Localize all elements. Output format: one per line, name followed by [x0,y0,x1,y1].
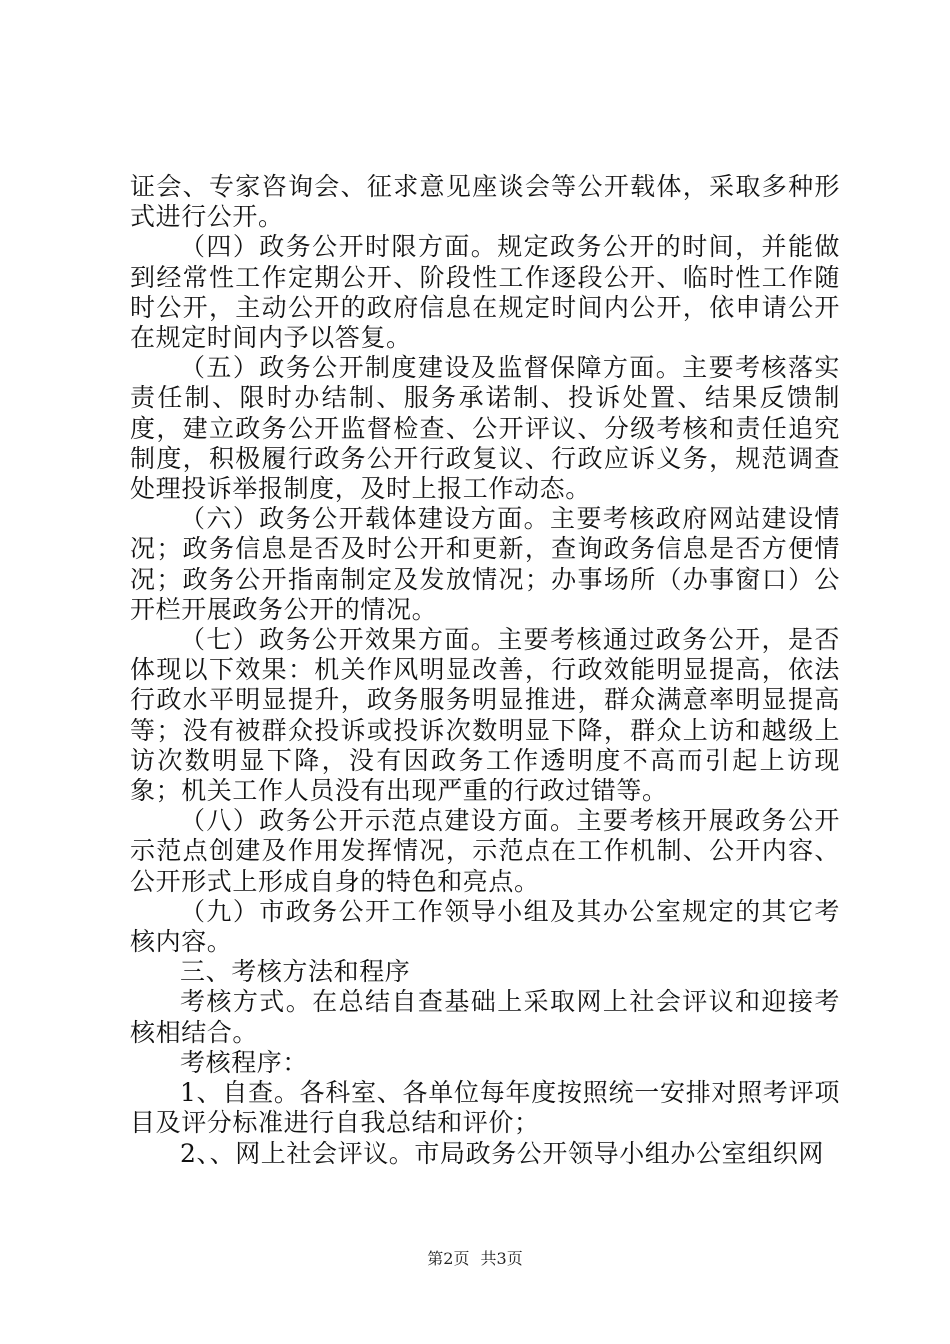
paragraph-11: 2、、网上社会评议。市局政务公开领导小组办公室组织网 [180,1138,825,1168]
paragraph-3: （六）政务公开载体建设方面。主要考核政府网站建设情况；政务信息是否及时公开和更新，查询政务信息是否方便情况；政务公开指南制定及发放情况；办事场所（办事窗口）公开栏开展政务公开的情况。 [130,504,840,624]
document-body [130,172,840,1169]
paragraph-1: （四）政务公开时限方面。规定政务公开的时间，并能做到经常性工作定期公开、阶段性工作逐段公开、临时性工作随时公开，主动公开的政府信息在规定时间内公开，依申请公开在规定时间内予以答复。 [130,232,840,353]
paragraph-9: 考核程序： [180,1047,309,1077]
paragraph-5: （八）政务公开示范点建设方面。主要考核开展政务公开示范点创建及作用发挥情况，示范点在工作机制、公开内容、公开形式上形成自身的特色和亮点。 [130,806,840,896]
paragraph-2: （五）政务公开制度建设及监督保障方面。主要考核落实责任制、限时办结制、服务承诺制、投诉处置、结果反馈制度，建立政务公开监督检查、公开评议、分级考核和责任追究制度，积极履行政务公开行政复议、行政应诉义务，规范调查处理投诉举报制度，及时上报工作动态。 [130,353,840,504]
paragraph-4: （七）政务公开效果方面。主要考核通过政务公开，是否体现以下效果：机关作风明显改善，行政效能明显提高，依法行政水平明显提升，政务服务明显推进，群众满意率明显提高等；没有被群众投诉或投诉次数明显下降，群众上访和越级上访次数明显下降，没有因政务工作透明度不高而引起上访现象；机关工作人员没有出现严重的行政过错等。 [130,625,840,806]
paragraph-0: 证会、专家咨询会、征求意见座谈会等公开载体，采取多种形式进行公开。 [130,172,840,232]
page-footer [0,1246,950,1269]
section-heading-3: 三、考核方法和程序 [180,957,411,987]
paragraph-10: 1、自查。各科室、各单位每年度按照统一安排对照考评项目及评分标准进行自我总结和评价； [130,1078,840,1138]
paragraph-8: 考核方式。在总结自查基础上采取网上社会评议和迎接考核相结合。 [130,987,840,1047]
page-number-current: 第2页 [427,1249,470,1268]
page-number-total: 共3页 [480,1249,523,1268]
paragraph-6: （九）市政务公开工作领导小组及其办公室规定的其它考核内容。 [130,896,840,957]
